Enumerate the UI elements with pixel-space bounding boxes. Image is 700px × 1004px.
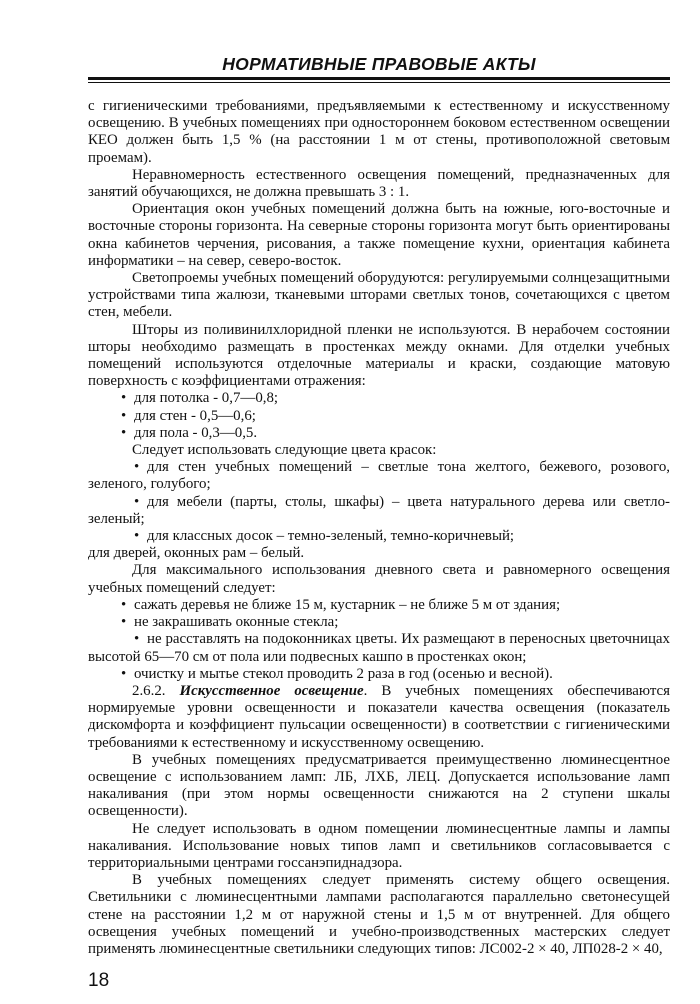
paragraph: В учебных помещениях предусматривается преимущественно люминесцентное освещение с использованием ламп: ЛБ, ЛХБ, ЛЕЦ. Допускается использование ламп накаливания (при этом нормы освещенности снижаются на 2 ступени шкалы освещенности). xyxy=(88,751,670,820)
bullet-text: сажать деревья не ближе 15 м, кустарник – не ближе 5 м от здания; xyxy=(134,596,561,613)
bullet-text: для стен - 0,5—0,6; xyxy=(134,407,256,424)
bullet-marker: • xyxy=(134,493,140,510)
bullet-item xyxy=(88,408,670,425)
bullet-item xyxy=(88,614,670,631)
bullet-marker: • xyxy=(121,407,127,424)
section-heading: Искусственное освещение xyxy=(179,682,364,699)
bullet-marker: • xyxy=(121,665,127,682)
bullet-marker: • xyxy=(121,424,127,441)
paragraph: Шторы из поливинилхлоридной пленки не используются. В нерабочем состоянии шторы необходимо размещать в простенках между окнами. Для отделки учебных помещений используются отделочные материалы и краски, создающие матовую поверхность с коэффициентами отражения: xyxy=(88,321,670,390)
page-number: 18 xyxy=(88,970,110,991)
bullet-marker: • xyxy=(134,459,140,476)
header-rule xyxy=(88,77,670,80)
bullet-marker: • xyxy=(121,596,127,613)
bullet-text: для пола - 0,3—0,5. xyxy=(134,424,258,441)
bullet-marker: • xyxy=(121,390,127,407)
paragraph: Ориентация окон учебных помещений должна быть на южные, юго-восточные и восточные стороны горизонта. На северные стороны горизонта могут быть ориентированы окна кабинетов черчения, рисования, а также помещение кухни, ориентация кабинета информатики – на север, северо-восток. xyxy=(88,201,670,269)
bullet-text: не закрашивать оконные стекла; xyxy=(134,614,339,631)
bullet-text: не расставлять на подоконниках цветы. Их размещают в переносных цветочницах высотой 65—70 см от пола или подвесных кашпо в простенках окон; xyxy=(88,631,670,665)
bullet-item xyxy=(88,390,670,407)
bullet-text: для потолка - 0,7—0,8; xyxy=(134,390,279,407)
bullet-item xyxy=(88,666,670,683)
bullet-item xyxy=(88,631,670,665)
paragraph: В учебных помещениях следует применять систему общего освещения. Светильники с люминесцентными лампами располагаются параллельно светонесущей стене на расстоянии 1,2 м от наружной стены и 1,5 м от внутренней. Для общего освещения учебных помещений и учебно-производственных мастерских следует применять люминесцентные светильники следующих типов: ЛС002-2 × 40, ЛП028-2 × 40, xyxy=(88,872,670,957)
paragraph: Следует использовать следующие цвета красок: xyxy=(132,442,437,459)
bullet-text: для стен учебных помещений – светлые тона желтого, бежевого, розового, зеленого, голубого; xyxy=(88,459,670,493)
bullet-marker: • xyxy=(134,631,140,648)
section-paragraph xyxy=(88,683,670,752)
paragraph: Неравномерность естественного освещения помещений, предназначенных для занятий обучающихся, не должна превышать 3 : 1. xyxy=(88,166,670,201)
header-rule-thin xyxy=(88,82,670,83)
bullet-marker: • xyxy=(121,614,127,631)
section-number: 2.6.2. xyxy=(132,682,166,699)
paragraph: Для максимального использования дневного света и равномерного освещения учебных помещений следует: xyxy=(88,562,670,596)
bullet-text: для классных досок – темно-зеленый, темно-коричневый; xyxy=(147,528,515,545)
page-header-title: НОРМАТИВНЫЕ ПРАВОВЫЕ АКТЫ xyxy=(222,54,536,74)
paragraph: Не следует использовать в одном помещении люминесцентные лампы и лампы накаливания. Использование новых типов ламп и светильников согласовывается с территориальными центрами госсанэпиднадзора. xyxy=(88,820,670,871)
body-text xyxy=(88,98,670,958)
bullet-item xyxy=(88,425,670,442)
bullet-item xyxy=(88,459,670,493)
paragraph: Светопроемы учебных помещений оборудуются: регулируемыми солнцезащитными устройствами типа жалюзи, тканевыми шторами светлых тонов, сочетающихся с цветом стен, мебели. xyxy=(88,270,670,321)
section-text: . В учебных помещениях обеспечиваются нормируемые уровни освещенности и показатели качества освещения (показатель дискомфорта и коэффициент пульсации освещенности) в соответствии с гигиеническими требованиями к естественному и искусственному освещению. xyxy=(88,682,670,751)
paragraph: для дверей, оконных рам – белый. xyxy=(88,545,305,562)
bullet-marker: • xyxy=(134,528,140,545)
bullet-item xyxy=(88,528,670,545)
bullet-item xyxy=(88,597,670,614)
bullet-text: очистку и мытье стекол проводить 2 раза в год (осенью и весной). xyxy=(134,665,553,682)
paragraph: с гигиеническими требованиями, предъявляемыми к естественному и искусственному освещению. В учебных помещениях при одностороннем боковом естественном освещении КЕО должен быть 1,5 % (на расстоянии 1 м от стены, противоположной световым проемам). xyxy=(88,98,670,166)
bullet-text: для мебели (парты, столы, шкафы) – цвета натурального дерева или светло-зеленый; xyxy=(88,493,670,527)
bullet-item xyxy=(88,494,670,528)
